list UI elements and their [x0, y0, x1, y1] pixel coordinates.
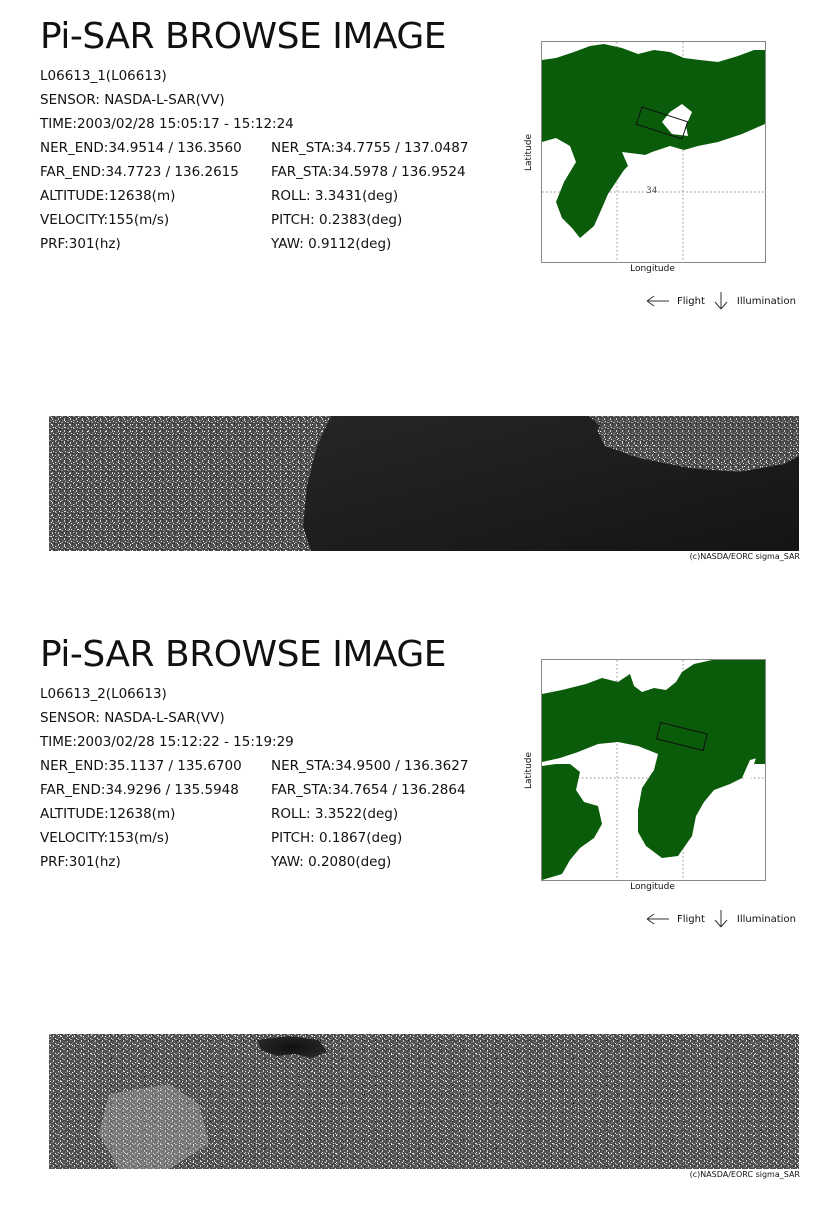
grid-label: 34 — [646, 186, 658, 196]
yaw: YAW: 0.2080(deg) — [271, 854, 392, 870]
velocity: VELOCITY:155(m/s) — [40, 212, 170, 228]
browse-panel-1 — [0, 0, 822, 595]
arrow-left-icon — [645, 912, 671, 926]
flight-label: Flight — [677, 913, 705, 925]
pitch: PITCH: 0.2383(deg) — [271, 212, 403, 228]
browse-panel-2 — [0, 618, 822, 1213]
sar-strip-image — [49, 1034, 799, 1169]
roll: ROLL: 3.3522(deg) — [271, 806, 399, 822]
flight-label: Flight — [677, 295, 705, 307]
scene-id: L06613_2(L06613) — [40, 686, 167, 702]
sensor-info: SENSOR: NASDA-L-SAR(VV) — [40, 92, 225, 108]
page-title: Pi-SAR BROWSE IMAGE — [40, 634, 447, 675]
scene-metadata-right — [271, 136, 468, 256]
scene-metadata-right — [271, 754, 468, 874]
near-start-coords: NER_STA:34.7755 / 137.0487 — [271, 140, 469, 156]
scene-metadata-left — [40, 64, 294, 256]
location-map — [541, 659, 766, 881]
prf: PRF:301(hz) — [40, 854, 121, 870]
velocity: VELOCITY:153(m/s) — [40, 830, 170, 846]
sar-strip-image — [49, 416, 799, 551]
latitude-axis-label: Latitude — [524, 133, 534, 171]
longitude-axis-label: Longitude — [630, 882, 675, 892]
arrow-down-icon — [710, 291, 732, 311]
prf: PRF:301(hz) — [40, 236, 121, 252]
yaw: YAW: 0.9112(deg) — [271, 236, 392, 252]
land-mass — [542, 660, 765, 880]
land-mass — [542, 44, 765, 238]
altitude: ALTITUDE:12638(m) — [40, 806, 176, 822]
far-start-coords: FAR_STA:34.7654 / 136.2864 — [271, 782, 466, 798]
location-map — [541, 41, 766, 263]
arrow-down-icon — [710, 909, 732, 929]
copyright-credit: (c)NASDA/EORC sigma_SAR — [689, 552, 800, 561]
acquisition-time: TIME:2003/02/28 15:05:17 - 15:12:24 — [40, 116, 294, 132]
altitude: ALTITUDE:12638(m) — [40, 188, 176, 204]
scene-metadata-left — [40, 682, 294, 874]
far-end-coords: FAR_END:34.7723 / 136.2615 — [40, 164, 239, 180]
illumination-label: Illumination — [736, 913, 796, 925]
scene-id: L06613_1(L06613) — [40, 68, 167, 84]
near-start-coords: NER_STA:34.9500 / 136.3627 — [271, 758, 469, 774]
illumination-label: Illumination — [736, 295, 796, 307]
acquisition-time: TIME:2003/02/28 15:12:22 - 15:19:29 — [40, 734, 294, 750]
copyright-credit: (c)NASDA/EORC sigma_SAR — [689, 1170, 800, 1179]
arrow-left-icon — [645, 294, 671, 308]
pitch: PITCH: 0.1867(deg) — [271, 830, 403, 846]
far-start-coords: FAR_STA:34.5978 / 136.9524 — [271, 164, 466, 180]
longitude-axis-label: Longitude — [630, 264, 675, 274]
far-end-coords: FAR_END:34.9296 / 135.5948 — [40, 782, 239, 798]
roll: ROLL: 3.3431(deg) — [271, 188, 399, 204]
near-end-coords: NER_END:35.1137 / 135.6700 — [40, 758, 242, 774]
sensor-info: SENSOR: NASDA-L-SAR(VV) — [40, 710, 225, 726]
direction-legend — [645, 908, 796, 930]
latitude-axis-label: Latitude — [524, 751, 534, 789]
direction-legend — [645, 290, 796, 312]
page-title: Pi-SAR BROWSE IMAGE — [40, 16, 447, 57]
near-end-coords: NER_END:34.9514 / 136.3560 — [40, 140, 242, 156]
